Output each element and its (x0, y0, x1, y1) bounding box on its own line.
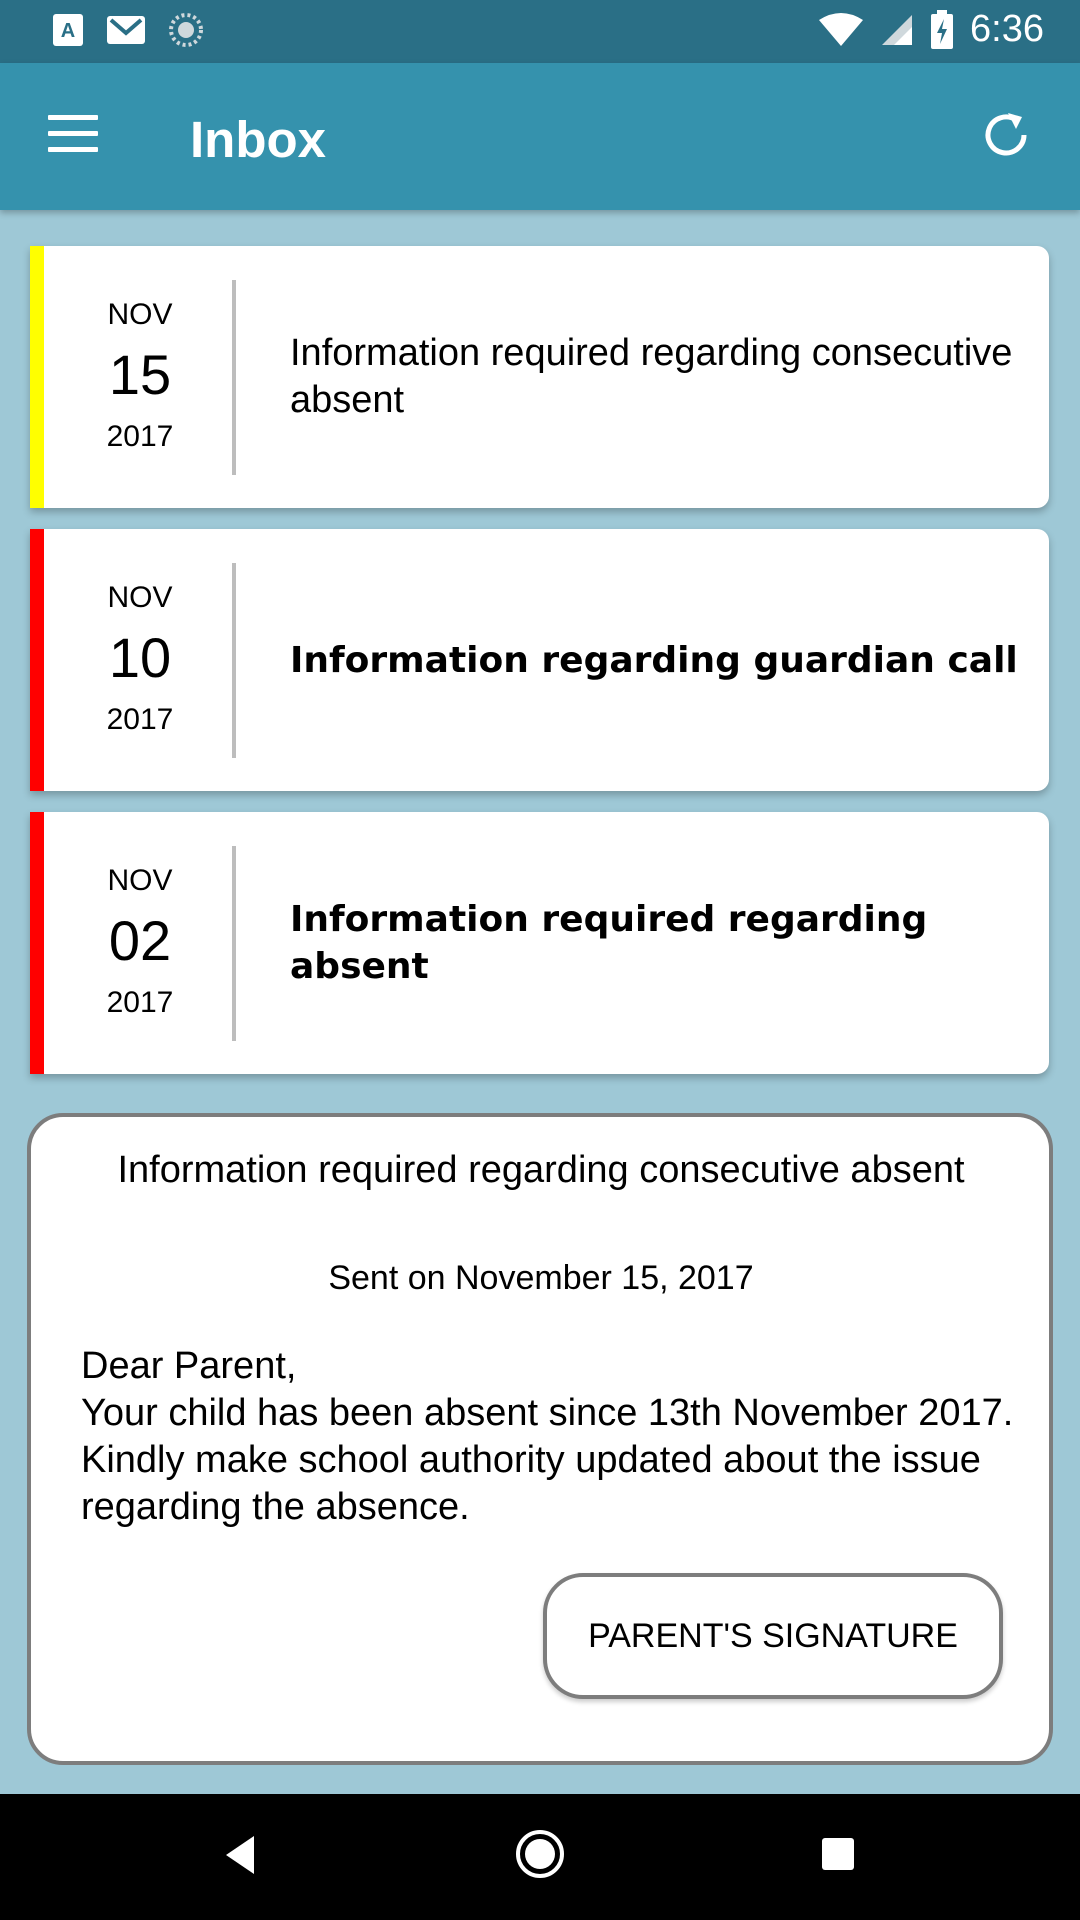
priority-stripe (30, 812, 44, 1074)
hamburger-menu-icon[interactable] (48, 115, 98, 155)
message-detail-panel (27, 1113, 1053, 1765)
app-a-icon (52, 13, 84, 47)
message-day: 10 (108, 626, 172, 689)
message-subject: Information required regarding consecutive absent (290, 332, 1013, 421)
message-card[interactable] (30, 246, 1049, 508)
message-card[interactable] (30, 529, 1049, 791)
message-date (44, 529, 236, 791)
message-subject: Information required regarding absent (290, 899, 928, 987)
message-subject: Information regarding guardian call (290, 639, 1018, 681)
message-year: 2017 (106, 986, 174, 1019)
message-month: NOV (107, 864, 173, 897)
divider (232, 280, 236, 475)
message-day: 15 (108, 343, 172, 406)
clock: 6:36 (970, 8, 1044, 50)
message-date (44, 812, 236, 1074)
navigation-bar (0, 1794, 1080, 1920)
message-date (44, 246, 236, 508)
priority-stripe (30, 529, 44, 791)
message-month: NOV (107, 581, 173, 614)
detail-title: Information required regarding consecutive absent (117, 1149, 965, 1191)
divider (232, 846, 236, 1041)
recents-icon[interactable] (820, 1836, 856, 1872)
wifi-icon (818, 12, 864, 48)
message-year: 2017 (106, 703, 174, 736)
gmail-icon (106, 15, 146, 45)
refresh-icon[interactable] (978, 107, 1034, 163)
message-year: 2017 (106, 420, 174, 453)
message-card[interactable] (30, 812, 1049, 1074)
detail-sent-date: Sent on November 15, 2017 (328, 1259, 754, 1297)
priority-stripe (30, 246, 44, 508)
app-bar (0, 63, 1080, 210)
svg-text:A: A (60, 20, 76, 42)
status-bar (0, 0, 1080, 63)
message-day: 02 (108, 909, 172, 972)
sync-icon (168, 12, 204, 48)
back-icon[interactable] (222, 1834, 258, 1876)
detail-body (81, 1343, 1021, 1531)
page-title: Inbox (190, 111, 326, 168)
message-month: NOV (107, 298, 173, 331)
divider (232, 563, 236, 758)
home-icon[interactable] (514, 1828, 566, 1880)
detail-greeting: Dear Parent, (81, 1345, 297, 1387)
detail-message: Your child has been absent since 13th November 2017. Kindly make school authority updated about the issue regarding the absence. (81, 1392, 1014, 1528)
parent-signature-button[interactable]: PARENT'S SIGNATURE (543, 1573, 1003, 1699)
battery-charging-icon (930, 10, 954, 50)
signal-icon (880, 13, 914, 47)
